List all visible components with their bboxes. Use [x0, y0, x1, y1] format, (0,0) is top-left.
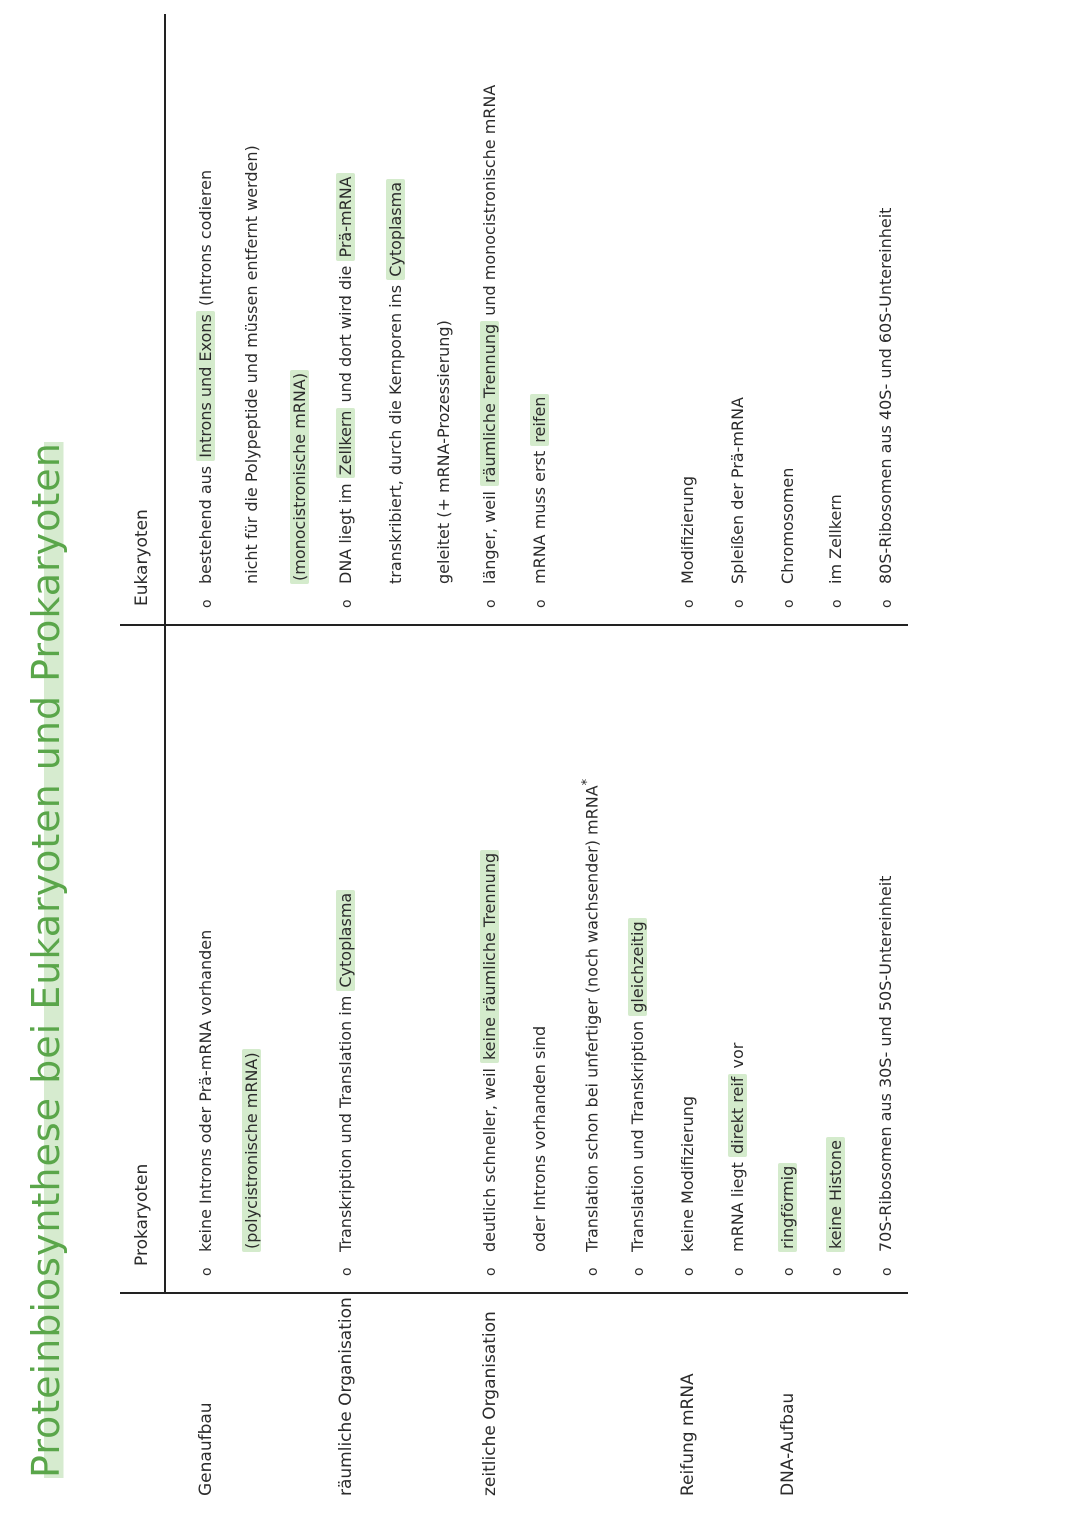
list-item: oChromosomen — [778, 467, 797, 608]
row-label-raeumlich: räumliche Organisation — [336, 1297, 356, 1496]
row-label-reifung: Reifung mRNA — [678, 1373, 698, 1496]
column-header-eukaryoten: Eukaryoten — [132, 509, 152, 606]
column-header-prokaryoten: Prokaryoten — [132, 1163, 152, 1266]
list-item: okeine Modifizierung — [678, 1095, 697, 1276]
list-item: oTranskription und Translation im Cytoplasma — [336, 890, 355, 1276]
page-title: Proteinbiosynthese bei Eukaryoten und Prokaryoten — [24, 442, 68, 1478]
list-item: okeine Histone — [826, 1137, 845, 1276]
list-item: oSpleißen der Prä-mRNA — [728, 397, 747, 608]
list-item-continuation: oder Introns vorhanden sind — [530, 1025, 549, 1252]
list-item: obestehend aus Introns und Exons (Introns codieren — [196, 169, 215, 608]
list-item: okeine Introns oder Prä-mRNA vorhanden — [196, 929, 215, 1276]
table-divider-left — [120, 1292, 908, 1294]
row-label-zeitlich: zeitliche Organisation — [480, 1311, 500, 1496]
list-item: olänger, weil räumliche Trennung und monocistronische mRNA — [480, 84, 499, 608]
list-item-continuation: transkribiert, durch die Kernporen ins Cytoplasma — [386, 179, 405, 584]
list-item: oim Zellkern — [826, 494, 845, 608]
list-item: oModifizierung — [678, 476, 697, 608]
list-item: o80S-Ribosomen aus 40S- und 60S-Untereinheit — [876, 207, 895, 608]
list-item-continuation: geleitet (+ mRNA-Prozessierung) — [434, 320, 453, 584]
list-item: omRNA muss erst reifen — [530, 394, 549, 608]
table-divider-middle — [120, 624, 908, 626]
row-label-dna: DNA-Aufbau — [778, 1392, 798, 1496]
list-item: odeutlich schneller, weil keine räumliche Trennung — [480, 850, 499, 1276]
list-item: omRNA liegt direkt reif vor — [728, 1042, 747, 1276]
list-item: oDNA liegt im Zellkern und dort wird die Prä-mRNA — [336, 173, 355, 608]
list-item: o70S-Ribosomen aus 30S- und 50S-Untereinheit — [876, 875, 895, 1276]
list-item: oTranslation und Transkription gleichzeitig — [628, 918, 647, 1276]
list-item-continuation: nicht für die Polypeptide und müssen entfernt werden) — [242, 145, 261, 584]
list-item-continuation: (monocistronische mRNA) — [290, 370, 309, 584]
list-item: oringförmig — [778, 1163, 797, 1276]
list-item-continuation: (polycistronische mRNA) — [242, 1049, 261, 1252]
table-header-line — [164, 14, 166, 1294]
list-item: oTranslation schon bei unfertiger (noch wachsender) mRNA* — [580, 778, 602, 1276]
row-label-genaufbau: Genaufbau — [196, 1402, 216, 1496]
